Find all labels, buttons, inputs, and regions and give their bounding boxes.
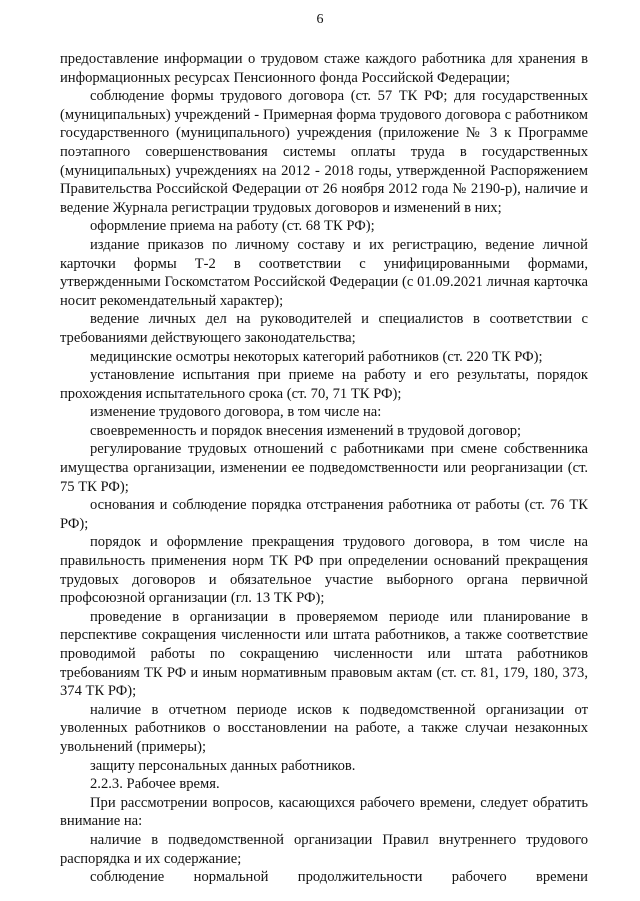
- paragraph: защиту персональных данных работников.: [90, 757, 356, 774]
- paragraph: своевременность и порядок внесения изменений в трудовой договор;: [90, 422, 522, 439]
- paragraph: соблюдение формы трудового договора (ст. 57 ТК РФ; для государственных (муниципальных) учреждений - Примерная форма трудового договора с работником государственного (муниципального) учреждения (приложение № 3 к Программе поэтапного совершенствования системы оплаты труда в государственных (муниципальных) учреждениях на 2012 - 2018 годы, утвержденной Распоряжением Правительства Российской Федерации от 26 ноября 2012 года № 2190-р), наличие и ведение Журнала регистрации трудовых договоров и изменений в них;: [60, 88, 588, 216]
- paragraph: издание приказов по личному составу и их регистрацию, ведение личной карточки формы Т-2 в соответствии с унифицированными формами, утвержденными Госкомстатом Российской Федерации (с 01.09.2021 личная карточка носит рекомендательный характер);: [60, 236, 588, 309]
- paragraph: медицинские осмотры некоторых категорий работников (ст. 220 ТК РФ);: [90, 348, 543, 365]
- document-body: [60, 50, 588, 887]
- paragraph: основания и соблюдение порядка отстранения работника от работы (ст. 76 ТК РФ);: [60, 497, 588, 532]
- paragraph: наличие в отчетном периоде исков к подведомственной организации от уволенных работников о восстановлении на работе, а также случаи незаконных увольнений (примеры);: [60, 701, 588, 755]
- paragraph: предоставление информации о трудовом стаже каждого работника для хранения в информационных ресурсах Пенсионного фонда Российской Федерации;: [60, 51, 588, 86]
- page-number: 6: [316, 12, 324, 27]
- paragraph: изменение трудового договора, в том числе на:: [90, 404, 382, 421]
- paragraph: 2.2.3. Рабочее время.: [90, 776, 220, 793]
- paragraph: наличие в подведомственной организации Правил внутреннего трудового распорядка и их содержание;: [60, 831, 588, 867]
- paragraph: порядок и оформление прекращения трудового договора, в том числе на правильность применения норм ТК РФ при определении оснований прекращения трудовых договоров и обязательное участие выборного органа первичной профсоюзной организации (гл. 13 ТК РФ);: [60, 534, 588, 607]
- paragraph: ведение личных дел на руководителей и специалистов в соответствии с требованиями действующего законодательства;: [60, 311, 588, 346]
- paragraph: оформление приема на работу (ст. 68 ТК РФ);: [90, 218, 375, 235]
- paragraph: проведение в организации в проверяемом периоде или планирование в перспективе сокращения численности или штата работников, а также соответствие проводимой работы по сокращению численности или штата работников требованиям ТК РФ и иным нормативным правовым актам (ст. ст. 81, 179, 180, 373, 374 ТК РФ);: [60, 608, 588, 700]
- paragraph: соблюдение нормальной продолжительности рабочего времени: [90, 869, 588, 886]
- paragraph: регулирование трудовых отношений с работниками при смене собственника имущества организации, изменении ее подведомственности или реорганизации (ст. 75 ТК РФ);: [60, 441, 588, 495]
- paragraph: установление испытания при приеме на работу и его результаты, порядок прохождения испытательного срока (ст. 70, 71 ТК РФ);: [60, 367, 588, 402]
- paragraph: При рассмотрении вопросов, касающихся рабочего времени, следует обратить внимание на:: [60, 794, 588, 830]
